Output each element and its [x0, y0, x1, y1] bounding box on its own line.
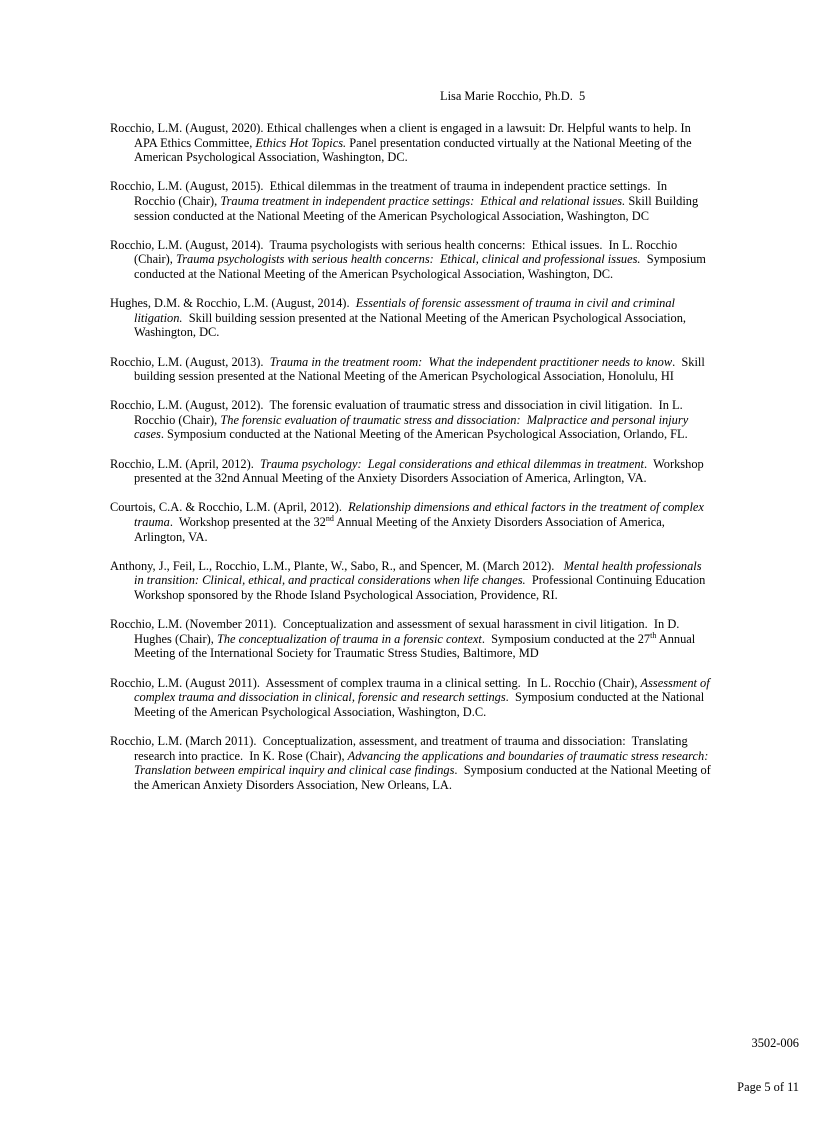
text-run: Courtois, C.A. & Rocchio, L.M. (April, 2012). [110, 500, 349, 515]
text-run: Annual Meeting of the International Society for Traumatic Stress Studies, Baltimore, MD [134, 631, 699, 661]
superscript-text-run: th [650, 630, 657, 640]
reference-entry [110, 179, 711, 223]
italic-text-run: Trauma in the treatment room: What the independent practitioner needs to know [269, 354, 673, 369]
text-run: Rocchio, L.M. (April, 2012). [110, 456, 261, 471]
reference-entry [110, 617, 711, 661]
text-run: Rocchio, L.M. (November 2011). Conceptualization and assessment of sexual harassment in civil litigation. In D. Hughes (Chair), [110, 617, 683, 646]
page-footer [737, 1007, 799, 1124]
text-run: Rocchio, L.M. (August, 2012). The forensic evaluation of traumatic stress and dissociation in civil litigation. In L. Rocchio (Chair), [110, 398, 686, 427]
text-run: Skill Building session conducted at the National Meeting of the American Psychological Association, Washington, DC [134, 193, 702, 223]
reference-entry [110, 457, 711, 486]
reference-entry [110, 733, 715, 792]
italic-text-run: Trauma psychologists with serious health concerns: Ethical, clinical and professional issues. [175, 252, 641, 267]
text-run: Skill building session presented at the National Meeting of the American Psychological Association, Washington, DC. [134, 310, 689, 340]
italic-text-run: Trauma psychology: Legal considerations and ethical dilemmas in treatment [260, 456, 645, 471]
text-run: . Workshop presented at the 32 [169, 515, 326, 530]
document-number: 3502-006 [751, 1036, 799, 1051]
page-header: Lisa Marie Rocchio, Ph.D. 5 [440, 89, 586, 103]
text-run: . Symposium conducted at the 27 [481, 631, 651, 646]
italic-text-run: The conceptualization of trauma in a forensic context [216, 631, 482, 646]
text-run: . Workshop presented at the 32nd Annual Meeting of the Anxiety Disorders Association of America, Arlington, VA. [134, 456, 707, 486]
reference-entry [110, 500, 711, 544]
text-run: Professional Continuing Education Workshop sponsored by the Rhode Island Psychological Association, Providence, RI. [134, 573, 709, 602]
reference-entry [110, 296, 711, 340]
reference-entry [110, 559, 711, 603]
text-run: . Symposium conducted at the National Meeting of the American Psychological Association, Washington, D.C. [134, 690, 708, 719]
italic-text-run: Relationship dimensions and ethical factors in the treatment of complex trauma [134, 500, 707, 530]
italic-text-run: Ethics Hot Topics. [255, 135, 347, 150]
reference-entry [110, 398, 711, 442]
text-run: Anthony, J., Feil, L., Rocchio, L.M., Plante, W., Sabo, R., and Spencer, M. (March 2012). [110, 558, 564, 573]
text-run: Rocchio, L.M. (March 2011). Conceptualization, assessment, and treatment of trauma and dissociation: Translating research into practice. In K. Rose (Chair), [110, 733, 691, 763]
reference-entry [110, 355, 711, 384]
italic-text-run: Essentials of forensic assessment of trauma in civil and criminal litigation. [134, 296, 679, 325]
text-run: Symposium conducted at the National Meeting of the American Psychological Association, Washington, DC. [134, 252, 710, 281]
text-run: Rocchio, L.M. (August, 2020). Ethical challenges when a client is engaged in a lawsuit: Dr. Helpful wants to help. In APA Ethics Committee, [110, 121, 694, 150]
reference-entry [110, 676, 711, 720]
text-run: Rocchio, L.M. (August, 2015). Ethical dilemmas in the treatment of trauma in independent practice settings. In Rocchio (Chair), [110, 179, 671, 208]
text-run: Hughes, D.M. & Rocchio, L.M. (August, 2014). [110, 296, 356, 311]
text-run: . Skill building session presented at the National Meeting of the American Psychological Association, Honolulu, HI [134, 354, 708, 384]
reference-entry [110, 121, 711, 165]
page-number: Page 5 of 11 [737, 1079, 799, 1094]
italic-text-run: The forensic evaluation of traumatic stress and dissociation: Malpractice and personal injury cases [134, 412, 692, 442]
text-run: Rocchio, L.M. (August 2011). Assessment of complex trauma in a clinical setting. In L. Rocchio (Chair), [110, 675, 641, 690]
text-run: Panel presentation conducted virtually at the National Meeting of the American Psychological Association, Washington, DC. [134, 135, 695, 165]
reference-list [110, 121, 715, 807]
text-run: Rocchio, L.M. (August, 2013). [110, 354, 270, 369]
italic-text-run: Mental health professionals in transition: Clinical, ethical, and practical considerations when life changes. [134, 558, 705, 588]
text-run: Annual Meeting of the Anxiety Disorders Association of America, Arlington, VA. [134, 515, 668, 544]
italic-text-run: Trauma treatment in independent practice settings: Ethical and relational issues. [220, 193, 626, 208]
italic-text-run: Advancing the applications and boundaries of traumatic stress research: Translation between empirical inquiry and clinical case findings [134, 748, 715, 778]
text-run: . Symposium conducted at the National Meeting of the American Psychological Association, Orlando, FL. [160, 427, 688, 442]
reference-entry [110, 238, 711, 282]
superscript-text-run: nd [325, 513, 334, 523]
italic-text-run: Assessment of complex trauma and dissociation in clinical, forensic and research settings [134, 675, 713, 705]
text-run: Rocchio, L.M. (August, 2014). Trauma psychologists with serious health concerns: Ethical issues. In L. Rocchio (Chair), [110, 237, 681, 267]
text-run: . Symposium conducted at the National Meeting of the American Anxiety Disorders Association, New Orleans, LA. [134, 763, 714, 792]
